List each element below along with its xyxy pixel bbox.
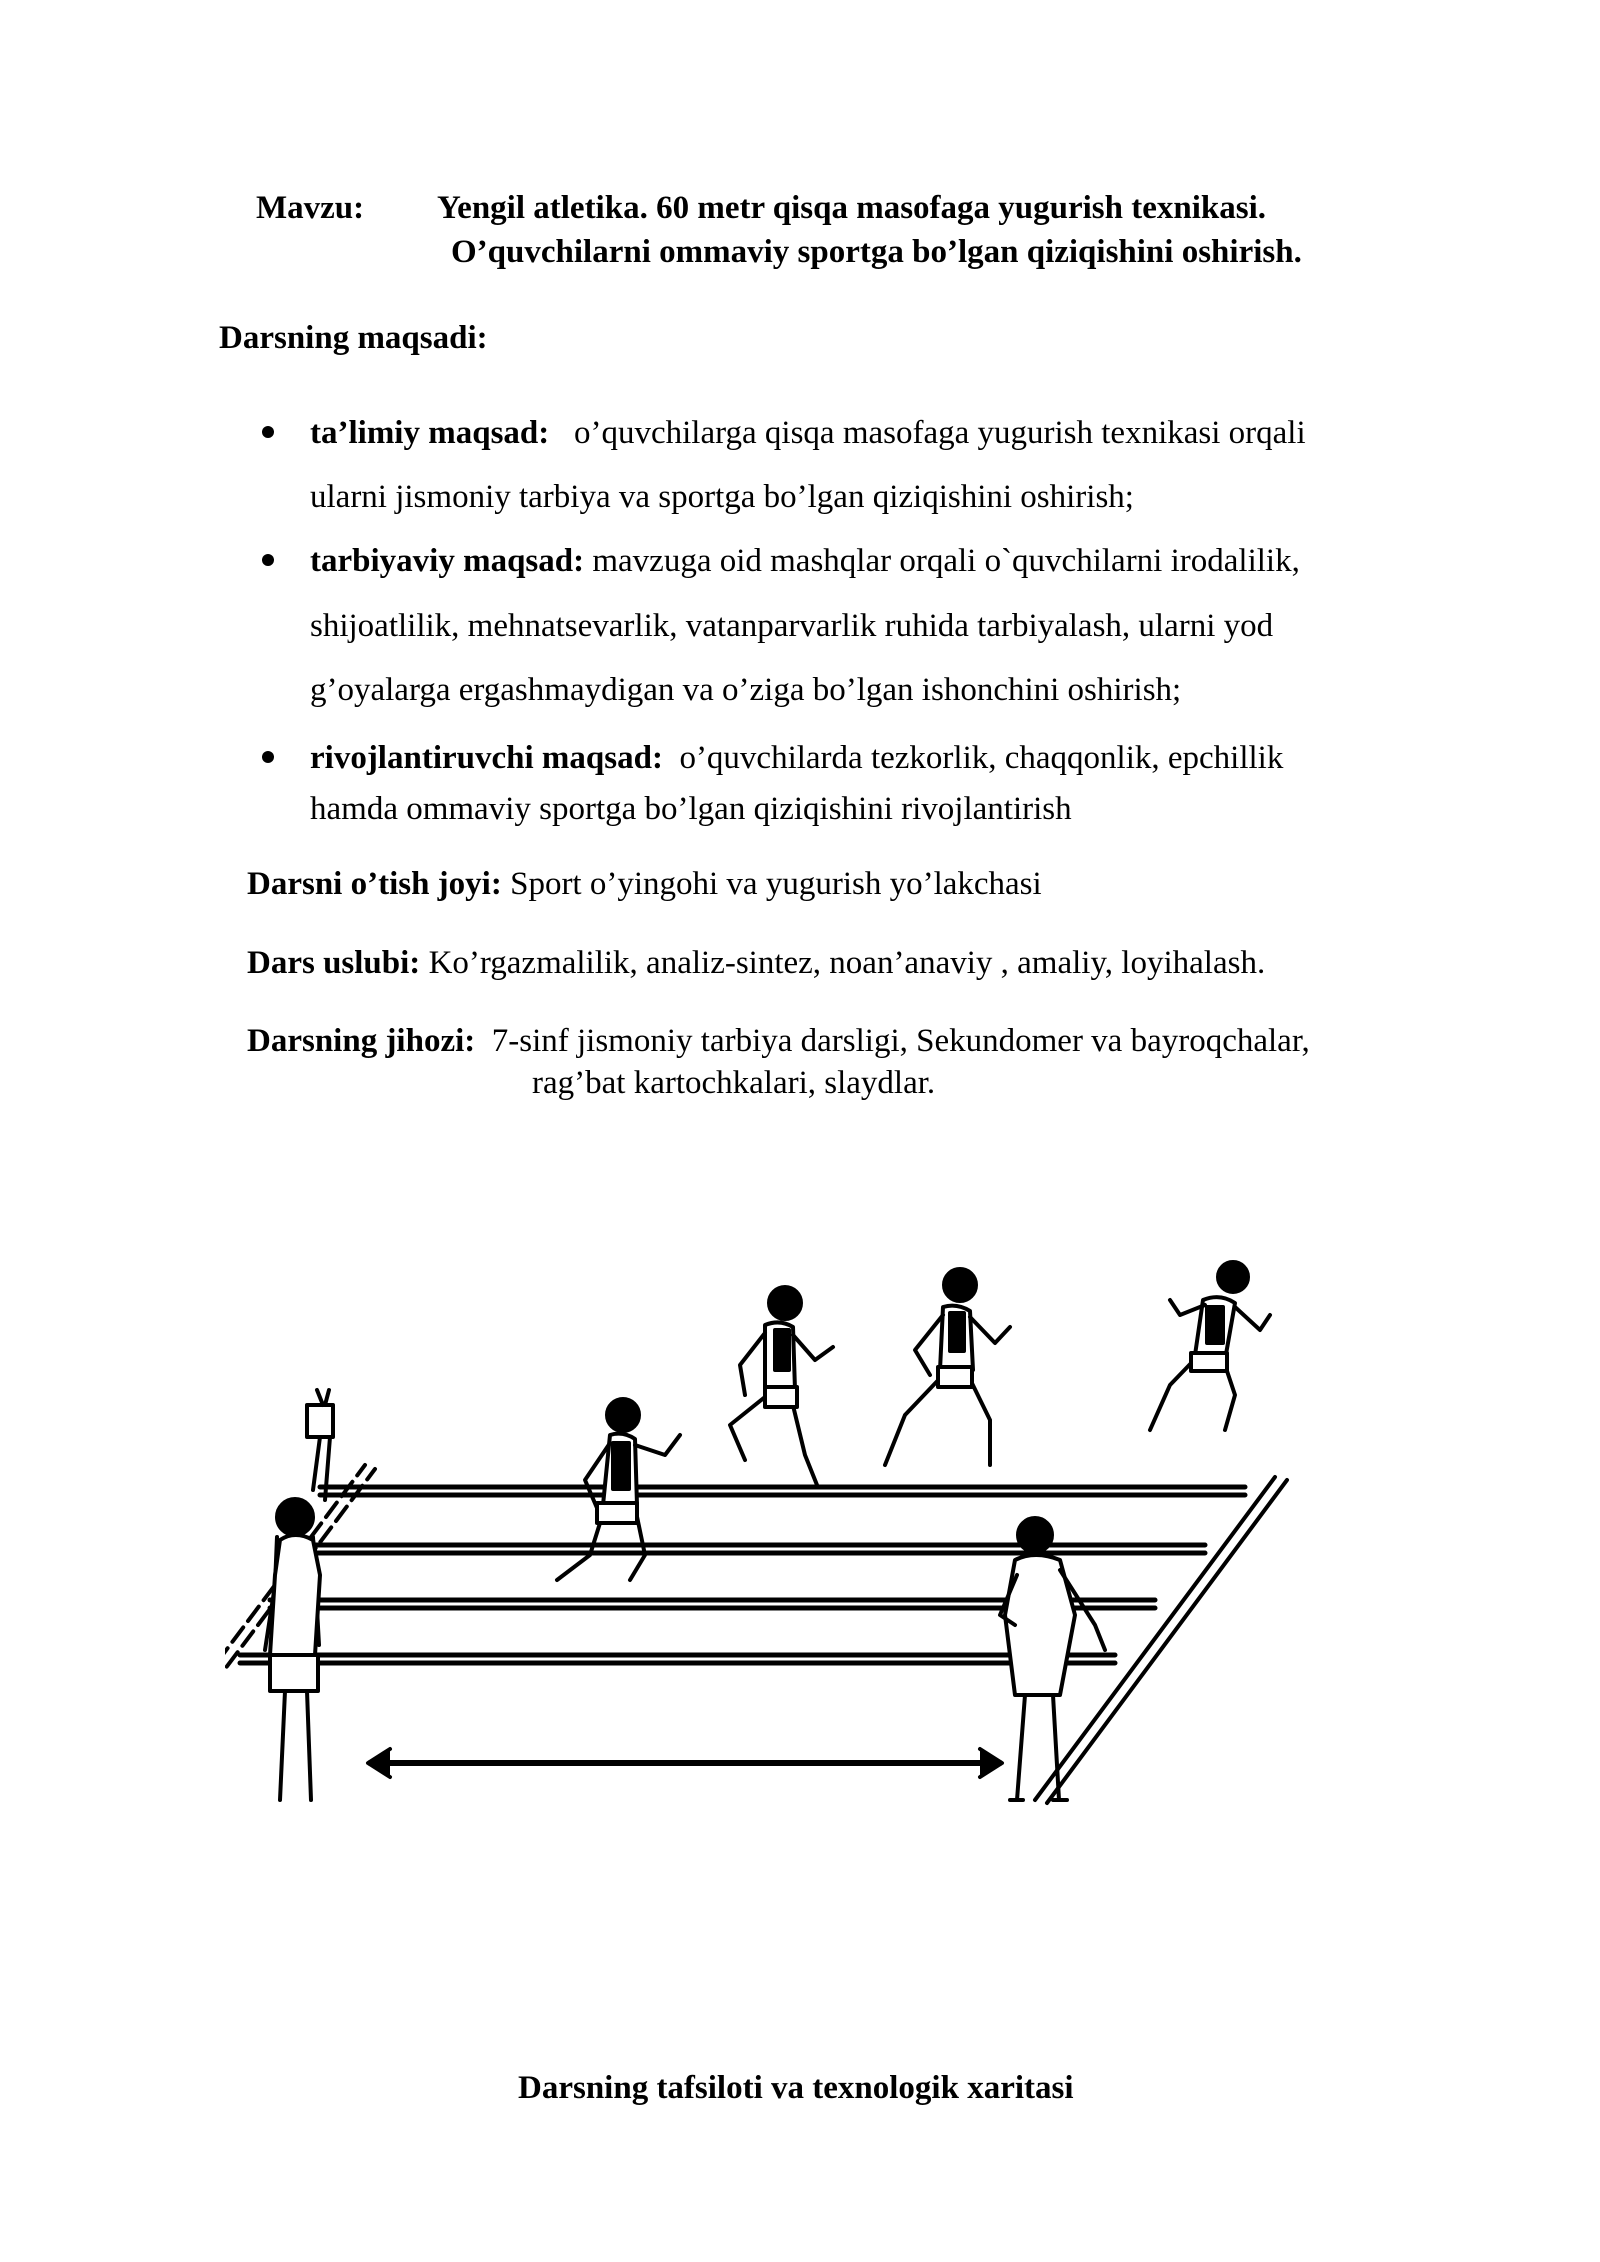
goal-text-continued: shijoatlilik, mehnatsevarlik, vatanparvarlik ruhida tarbiyalash, ularni yod [310,608,1274,644]
goal-label: rivojlantiruvchi maqsad: [310,740,663,776]
starter-official-figure [265,1390,333,1800]
goal-text: o’quvchilarga qisqa masofaga yugurish texnikasi orqali [574,415,1306,451]
goal-item-educational [310,413,1306,453]
lesson-equipment-label: Darsning jihozi: [247,1023,476,1059]
lesson-equipment-value: 7-sinf jismoniy tarbiya darsligi, Sekundomer va bayroqchalar, [491,1023,1310,1059]
finish-line [1035,1477,1287,1803]
goal-item-developmental [310,738,1283,778]
goal-text: mavzuga oid mashqlar orqali o`quvchilarni irodalilik, [592,543,1300,579]
lesson-place-value: Sport o’yingohi va yugurish yo’lakchasi [510,866,1042,902]
lesson-place [247,864,1042,904]
lesson-style-value: Ko’rgazmalilik, analiz-sintez, noan’anaviy , amaliy, loyihalash. [428,945,1266,981]
topic-label: Mavzu: [256,190,365,226]
runner-figure [885,1269,1010,1465]
goals-heading: Darsning maqsadi: [219,320,488,356]
section-title: Darsning tafsiloti va texnologik xaritasi [518,2070,1074,2106]
timer-official-figure [1000,1518,1105,1800]
runner-figure [730,1287,833,1485]
bullet-icon [262,426,274,438]
lesson-style [247,943,1265,983]
goal-label: ta’limiy maqsad: [310,415,550,451]
lesson-equipment-continued: rag’bat kartochkalari, slaydlar. [532,1065,936,1101]
goal-text-continued: hamda ommaviy sportga bo’lgan qiziqishini rivojlantirish [310,791,1072,827]
distance-arrow-icon [368,1749,1002,1777]
goal-text: o’quvchilarda tezkorlik, chaqqonlik, epchillik [679,740,1284,776]
track-lane-lines [240,1487,1245,1663]
bullet-icon [262,751,274,763]
lesson-place-label: Darsni o’tish joyi: [247,866,502,902]
goal-label: tarbiyaviy maqsad: [310,543,585,579]
topic-title-line2: O’quvchilarni ommaviy sportga bo’lgan qiziqishini oshirish. [451,234,1302,270]
topic-title-line1: Yengil atletika. 60 metr qisqa masofaga yugurish texnikasi. [437,190,1267,226]
goal-item-upbringing [310,541,1300,581]
runner-figure [1150,1262,1270,1430]
bullet-icon [262,554,274,566]
goal-text-continued: ularni jismoniy tarbiya va sportga bo’lgan qiziqishini oshirish; [310,479,1134,515]
lesson-style-label: Dars uslubi: [247,945,421,981]
lesson-equipment [247,1021,1310,1061]
goal-text-continued: g’oyalarga ergashmaydigan va o’ziga bo’lgan ishonchini oshirish; [310,672,1182,708]
sprint-track-illustration [225,1255,1375,1825]
